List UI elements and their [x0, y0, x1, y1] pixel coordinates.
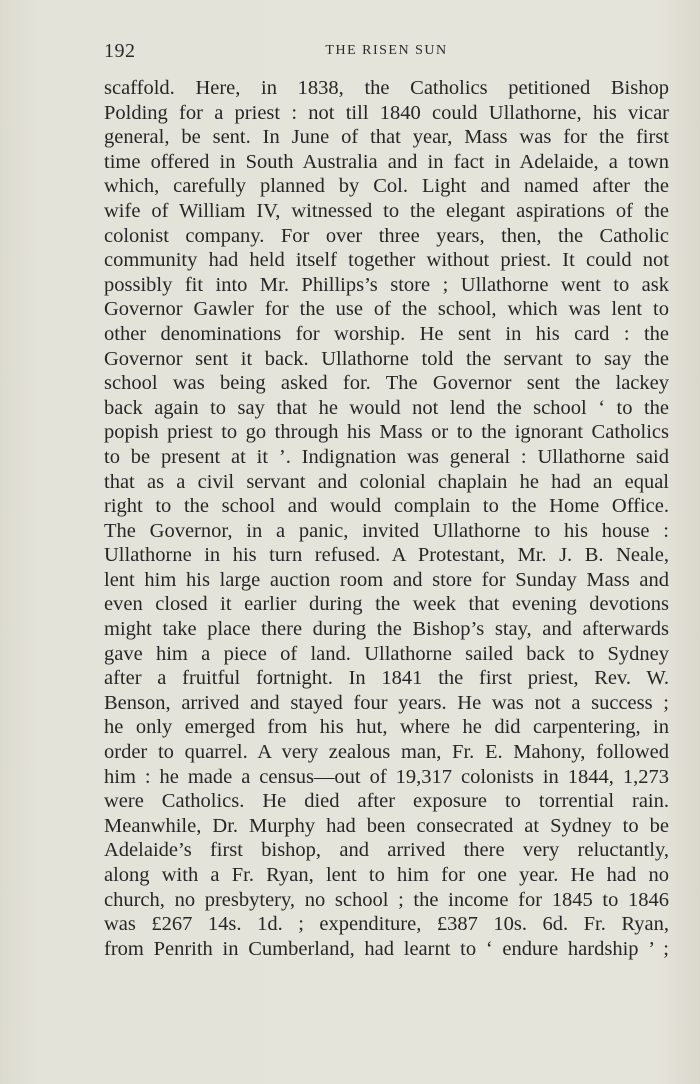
text-line: that as a civil servant and colonial chaplain he had an equal	[104, 470, 669, 493]
text-line: colonist company. For over three years, then, the Catholic	[104, 224, 669, 247]
text-line: popish priest to go through his Mass or to the ignorant Catholics	[104, 421, 669, 444]
text-line: from Penrith in Cumberland, had learnt to ‘ endure hardship ’ ;	[104, 937, 669, 960]
text-line: other denominations for worship. He sent in his card : the	[104, 322, 669, 345]
page-header	[104, 40, 669, 64]
text-line: scaffold. Here, in 1838, the Catholics petitioned Bishop	[104, 77, 669, 99]
text-line: right to the school and would complain to the Home Office.	[104, 495, 669, 518]
text-line: order to quarrel. A very zealous man, Fr. E. Mahony, followed	[104, 741, 669, 764]
text-line: after a fruitful fortnight. In 1841 the first priest, Rev. W.	[104, 667, 669, 690]
text-line: him : he made a census—out of 19,317 colonists in 1844, 1,273	[104, 765, 669, 788]
text-line: Ullathorne in his turn refused. A Protestant, Mr. J. B. Neale,	[104, 544, 669, 567]
text-line: time offered in South Australia and in fact in Adelaide, a town	[104, 150, 669, 173]
text-line: general, be sent. In June of that year, Mass was for the first	[104, 126, 669, 149]
text-line: lent him his large auction room and store for Sunday Mass and	[104, 568, 669, 591]
text-line: along with a Fr. Ryan, lent to him for one year. He had no	[104, 864, 669, 886]
text-line: wife of William IV, witnessed to the elegant aspirations of the	[104, 199, 669, 222]
page-number: 192	[104, 40, 136, 62]
text-line: possibly fit into Mr. Phillips’s store ; Ullathorne went to ask	[104, 273, 669, 296]
text-line: school was being asked for. The Governor sent the lackey	[104, 372, 669, 395]
text-line: to be present at it ’. Indignation was general : Ullathorne said	[104, 445, 669, 468]
text-line: might take place there during the Bishop’s stay, and afterwards	[104, 618, 669, 641]
text-line: which, carefully planned by Col. Light and named after the	[104, 175, 669, 198]
text-line: Meanwhile, Dr. Murphy had been consecrated at Sydney to be	[104, 814, 669, 837]
text-line: even closed it earlier during the week that evening devotions	[104, 593, 669, 616]
text-line: community had held itself together without priest. It could not	[104, 249, 669, 272]
text-line: Adelaide’s first bishop, and arrived there very reluctantly,	[104, 839, 669, 862]
text-line: church, no presbytery, no school ; the income for 1845 to 1846	[104, 888, 669, 911]
body-text	[104, 76, 669, 961]
text-line: gave him a piece of land. Ullathorne sailed back to Sydney	[104, 642, 669, 665]
text-line: he only emerged from his hut, where he did carpentering, in	[104, 716, 669, 739]
text-line: Polding for a priest : not till 1840 could Ullathorne, his vicar	[104, 101, 669, 124]
text-line: The Governor, in a panic, invited Ullathorne to his house :	[104, 519, 669, 542]
text-line: Governor Gawler for the use of the school, which was lent to	[104, 298, 669, 321]
text-line: were Catholics. He died after exposure to torrential rain.	[104, 790, 669, 813]
text-line: Governor sent it back. Ullathorne told the servant to say the	[104, 347, 669, 370]
running-title: THE RISEN SUN	[325, 43, 448, 58]
text-line: Benson, arrived and stayed four years. He was not a success ;	[104, 691, 669, 714]
text-line: back again to say that he would not lend the school ‘ to the	[104, 396, 669, 419]
text-line: was £267 14s. 1d. ; expenditure, £387 10s. 6d. Fr. Ryan,	[104, 913, 669, 936]
